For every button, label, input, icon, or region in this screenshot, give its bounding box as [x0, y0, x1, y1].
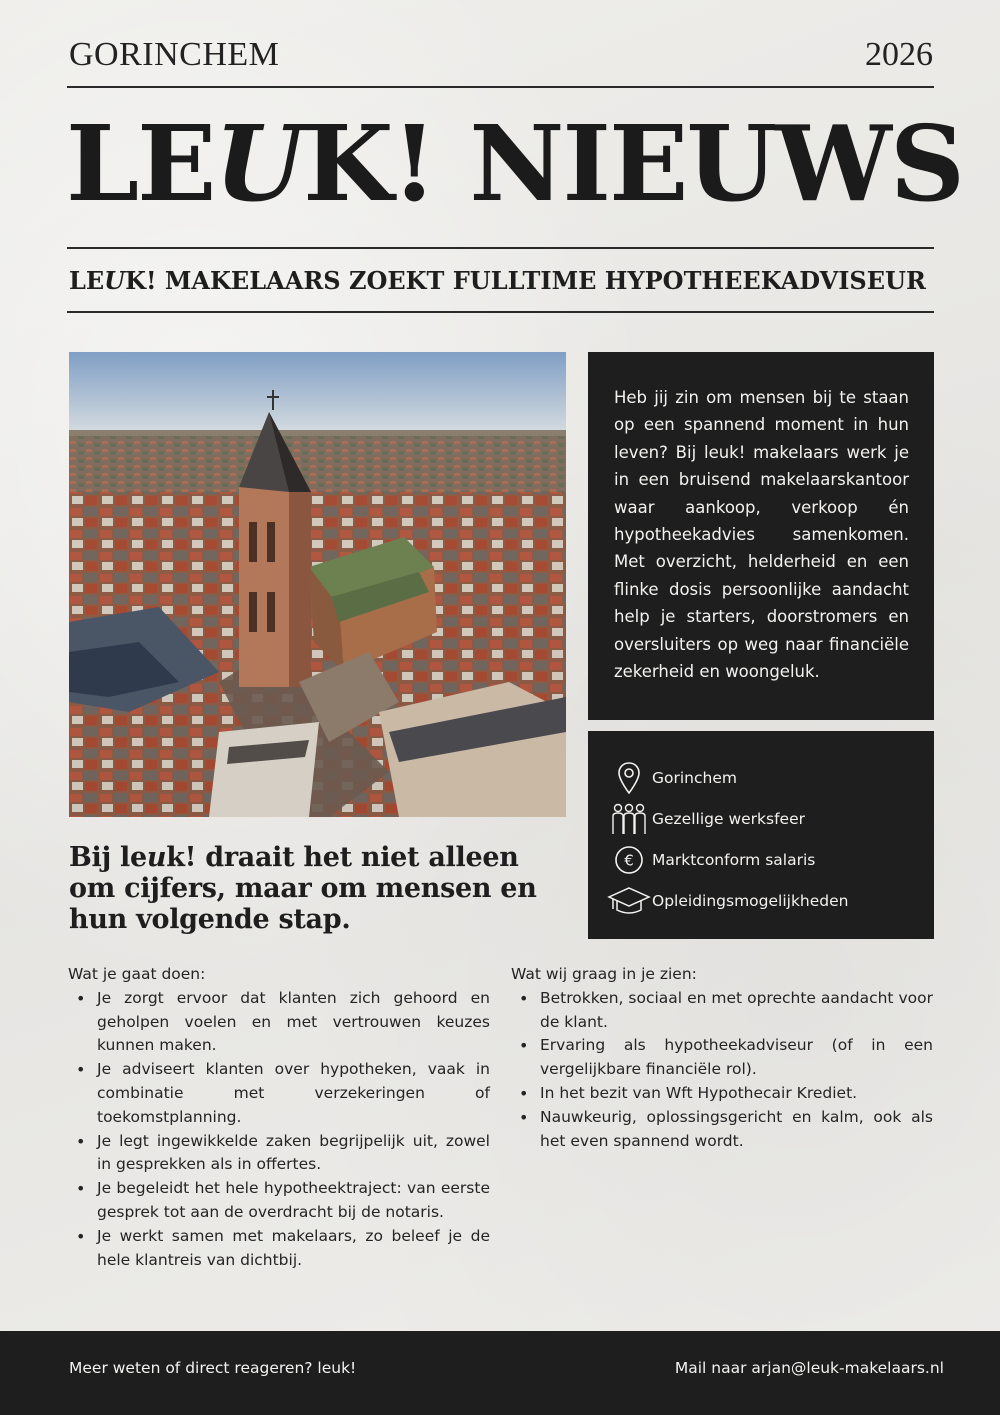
- intro-panel: [588, 352, 934, 720]
- feature-label: Opleidingsmogelijkheden: [652, 891, 849, 910]
- feature-label: Marktconform salaris: [652, 850, 816, 869]
- subhead-top-rule: [67, 247, 934, 249]
- footer-cta: Meer weten of direct reageren? leuk!: [69, 1359, 357, 1377]
- city-label: GORINCHEM: [69, 36, 280, 73]
- location-pin-icon: [606, 760, 652, 796]
- list-item: • Je legt ingewikkelde zaken begrijpelijk uit, zowel in gesprekken als in offertes.: [68, 1130, 490, 1178]
- feature-salary: [606, 839, 934, 880]
- town-aerial-photo: [69, 352, 566, 817]
- svg-text:€: €: [624, 851, 634, 869]
- masthead-title: LEUK! NIEUWS: [66, 102, 963, 225]
- list-item: • Je zorgt ervoor dat klanten zich gehoord en geholpen voelen en met vertrouwen keuzes kunnen maken.: [68, 987, 490, 1058]
- footer-contact-email[interactable]: Mail naar arjan@leuk-makelaars.nl: [674, 1359, 944, 1377]
- list-item: • Nauwkeurig, oplossingsgericht en kalm, ook als het even spannend wordt.: [511, 1106, 933, 1154]
- graduation-cap-icon: [606, 883, 652, 919]
- team-icon: [606, 801, 652, 837]
- list-item: • In het bezit van Wft Hypothecair Krediet.: [511, 1082, 933, 1106]
- pull-quote: Bij leuk! draait het niet alleen om cijfers, maar om mensen en hun volgende stap.: [69, 842, 537, 935]
- requirements-list: [511, 987, 933, 1154]
- vacancy-headline: LEUK! MAKELAARS ZOEKT FULLTIME HYPOTHEEKADVISEUR: [69, 266, 926, 295]
- intro-text: Heb jij zin om mensen bij te staan op een spannend moment in hun leven? Bij leuk! makelaars werk je in een bruisend makelaarskantoor waar aankoop, verkoop én hypotheekadvies samenkomen. Met overzicht, helderheid en een flinke dosis persoonlijke aandacht help je starters, doorstromers en oversluiters op weg naar financiële zekerheid en woongeluk.: [614, 388, 909, 682]
- subhead-bottom-rule: [67, 311, 934, 313]
- tasks-column: [68, 963, 490, 1272]
- feature-label: Gezellige werksfeer: [652, 809, 805, 828]
- features-panel: [588, 731, 934, 939]
- feature-atmosphere: [606, 798, 934, 839]
- feature-education: [606, 880, 934, 921]
- list-item: • Je adviseert klanten over hypotheken, vaak in combinatie met verzekeringen of toekomstplanning.: [68, 1058, 490, 1129]
- list-item: • Ervaring als hypotheekadviseur (of in een vergelijkbare financiële rol).: [511, 1034, 933, 1082]
- feature-label: Gorinchem: [652, 768, 737, 787]
- requirements-column: [511, 963, 933, 1153]
- top-rule: [67, 86, 934, 88]
- footer-bar: [0, 1331, 1000, 1415]
- tasks-heading: Wat je gaat doen:: [68, 965, 206, 983]
- list-item: • Je werkt samen met makelaars, zo beleef je de hele klantreis van dichtbij.: [68, 1225, 490, 1273]
- feature-location: [606, 757, 934, 798]
- year-label: 2026: [865, 36, 933, 73]
- list-item: • Betrokken, sociaal en met oprechte aandacht voor de klant.: [511, 987, 933, 1035]
- list-item: • Je begeleidt het hele hypotheektraject: van eerste gesprek tot aan de overdracht bij de notaris.: [68, 1177, 490, 1225]
- euro-icon: [606, 842, 652, 878]
- tasks-list: [68, 987, 490, 1273]
- requirements-heading: Wat wij graag in je zien:: [511, 965, 697, 983]
